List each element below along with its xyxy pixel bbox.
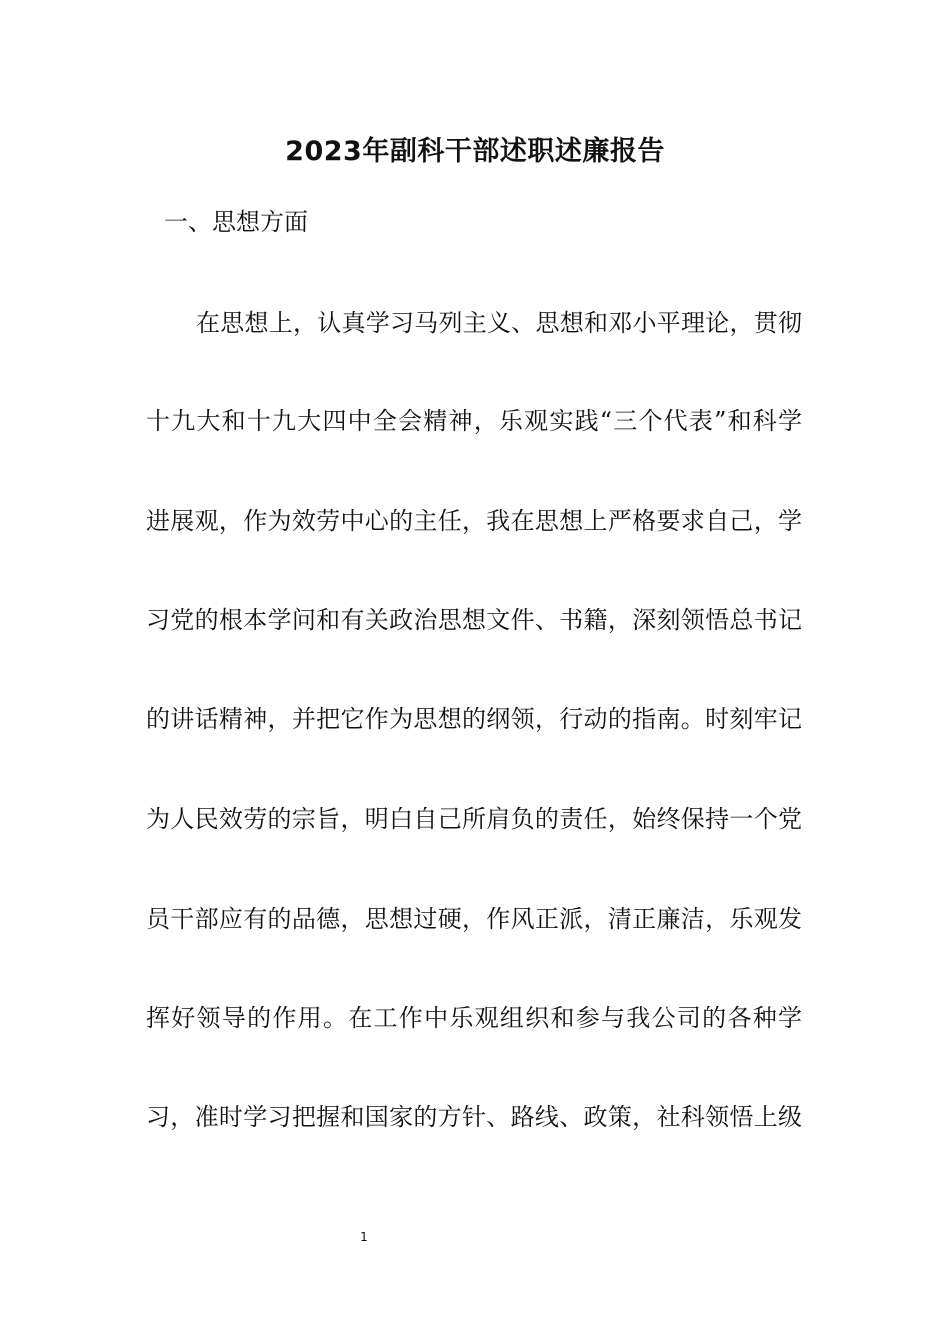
paragraph-line: 习党的根本学问和有关政治思想文件、书籍，深刻领悟总书记 xyxy=(146,606,802,634)
page-number: 1 xyxy=(360,1230,368,1244)
paragraph-line: 在思想上，认真学习马列主义、思想和邓小平理论，贯彻 xyxy=(196,309,802,337)
paragraph-line: 为人民效劳的宗旨，明白自己所肩负的责任，始终保持一个党 xyxy=(146,805,802,833)
paragraph-line: 进展观，作为效劳中心的主任，我在思想上严格要求自己，学 xyxy=(146,507,802,535)
paragraph-line: 的讲话精神，并把它作为思想的纲领，行动的指南。时刻牢记 xyxy=(146,705,802,733)
paragraph-line: 习，准时学习把握和国家的方针、路线、政策，社科领悟上级 xyxy=(146,1103,802,1131)
paragraph-line: 十九大和十九大四中全会精神，乐观实践“三个代表”和科学 xyxy=(146,407,802,435)
paragraph-line: 挥好领导的作用。在工作中乐观组织和参与我公司的各种学 xyxy=(146,1004,802,1032)
paragraph-line: 员干部应有的品德，思想过硬，作风正派，清正廉洁，乐观发 xyxy=(146,905,802,933)
document-title: 2023年副科干部述职述廉报告 xyxy=(285,136,665,167)
section-heading: 一、思想方面 xyxy=(164,208,308,236)
